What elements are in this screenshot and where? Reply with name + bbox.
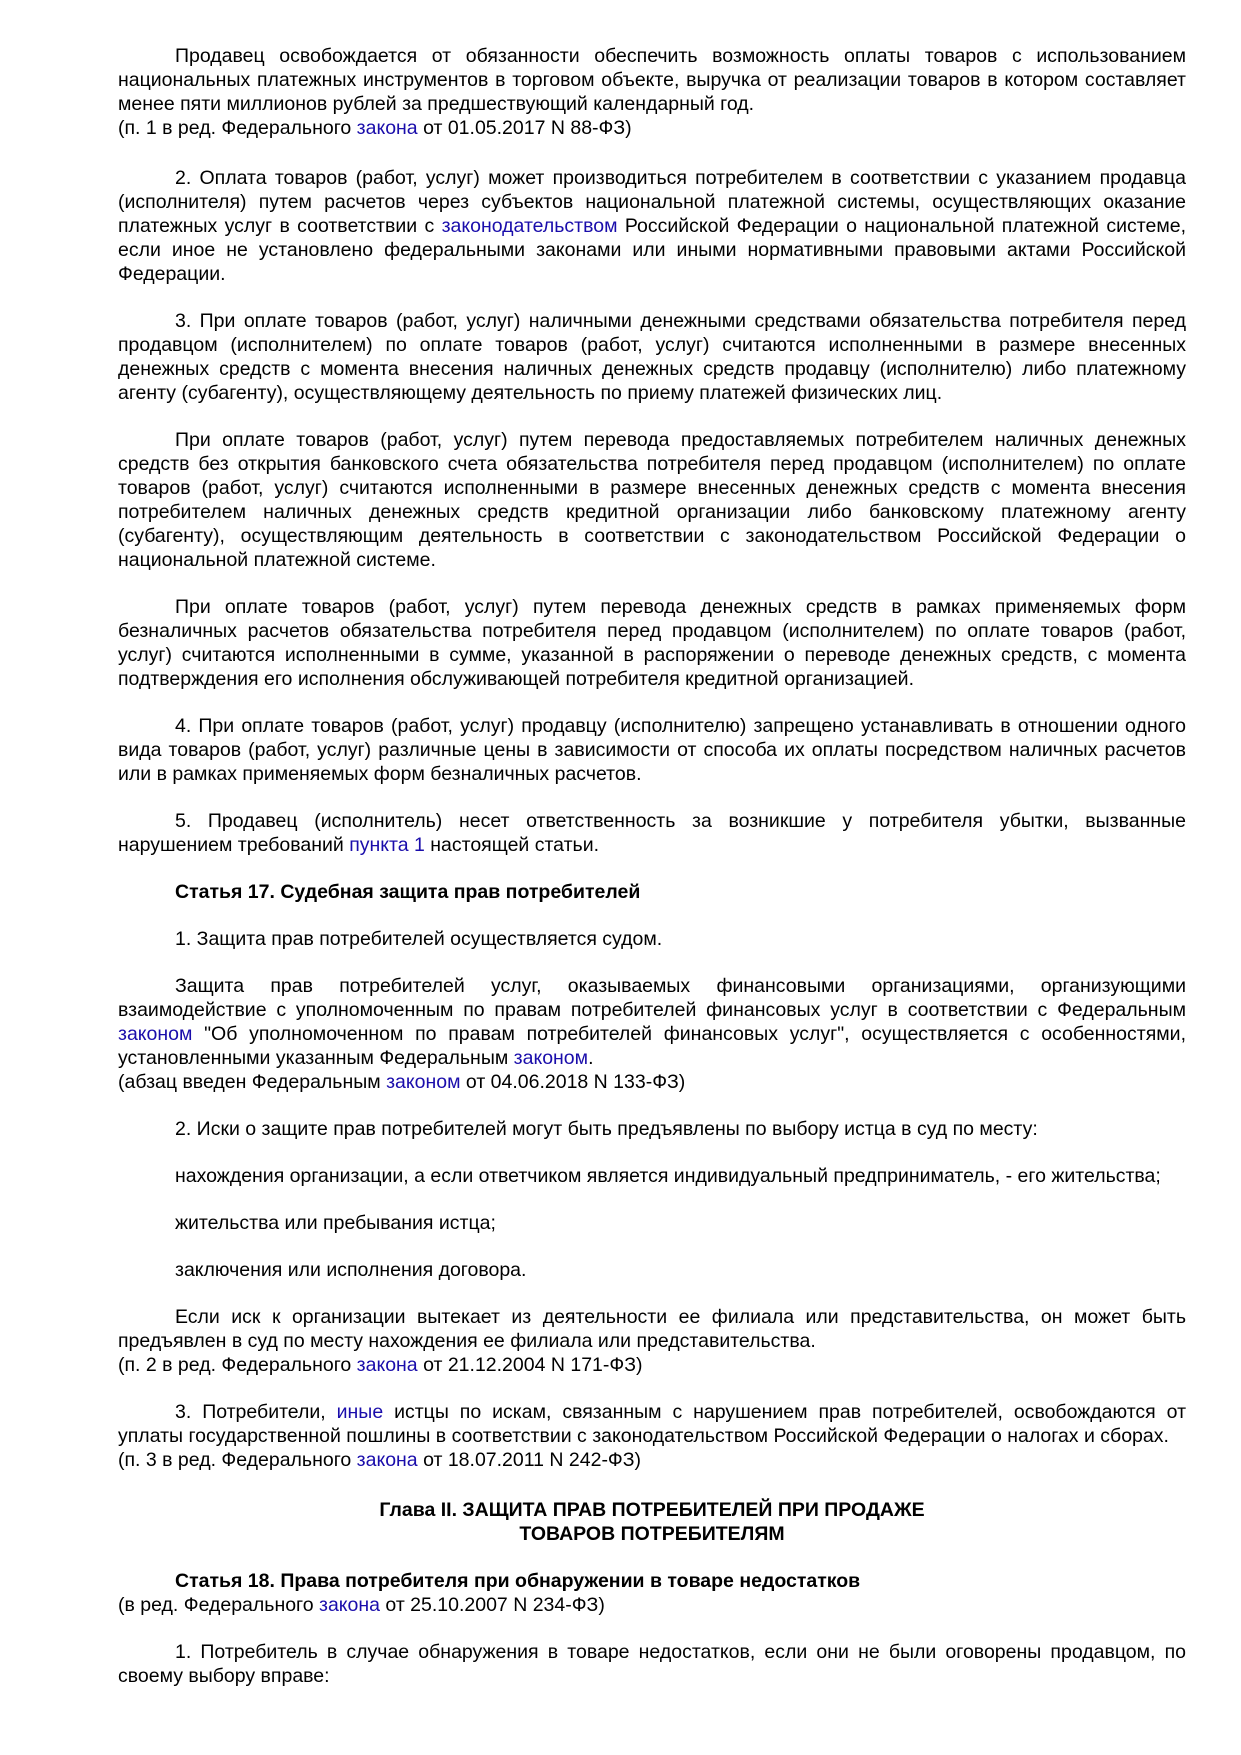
- article-17-title: Статья 17. Судебная защита прав потребителей: [175, 881, 641, 903]
- paragraph: 1. Потребитель в случае обнаружения в товаре недостатков, если они не были оговорены продавцом, по своему выбору вправе:: [118, 1641, 1186, 1687]
- paragraph: 2. Оплата товаров (работ, услуг) может производиться потребителем в соответствии с указанием продавца (исполнителя) путем расчетов через субъектов национальной платежной системы, осуществляющих оказание платежных услуг в соответствии с законодательством Российской Федерации о национальной платежной системе, если иное не установлено федеральными законами или иными нормативными правовыми актами Российской Федерации.: [118, 167, 1186, 285]
- paragraph: 4. При оплате товаров (работ, услуг) продавцу (исполнителю) запрещено устанавливать в отношении одного вида товаров (работ, услуг) различные цены в зависимости от способа их оплаты посредством наличных расчетов или в рамках применяемых форм безналичных расчетов.: [118, 715, 1186, 785]
- law-link[interactable]: закона: [356, 1354, 418, 1376]
- paragraph: 5. Продавец (исполнитель) несет ответственность за возникшие у потребителя убытки, вызванные нарушением требований пункта 1 настоящей статьи.: [118, 810, 1186, 856]
- legislation-link[interactable]: законодательством: [441, 215, 618, 237]
- chapter-title-line-2: ТОВАРОВ ПОТРЕБИТЕЛЯМ: [519, 1523, 785, 1545]
- article-18-title: Статья 18. Права потребителя при обнаружении в товаре недостатков: [175, 1570, 861, 1592]
- chapter-title: Глава II. ЗАЩИТА ПРАВ ПОТРЕБИТЕЛЕЙ ПРИ ПРОДАЖЕ: [379, 1499, 925, 1521]
- paragraph: 1. Защита прав потребителей осуществляется судом.: [175, 928, 663, 950]
- amendment-note: (п. 1 в ред. Федерального закона от 01.05.2017 N 88-ФЗ): [118, 117, 632, 139]
- paragraph: 3. При оплате товаров (работ, услуг) наличными денежными средствами обязательства потребителя перед продавцом (исполнителем) по оплате товаров (работ, услуг) считаются исполненными в размере внесенных денежных средств с момента внесения наличных денежных средств продавцу (исполнителю) либо платежному агенту (субагенту), осуществляющему деятельность по приему платежей физических лиц.: [118, 310, 1186, 404]
- paragraph: При оплате товаров (работ, услуг) путем перевода денежных средств в рамках применяемых форм безналичных расчетов обязательства потребителя перед продавцом (исполнителем) по оплате товаров (работ, услуг) считаются исполненными в сумме, указанной в распоряжении о переводе денежных средств, с момента подтверждения его исполнения обслуживающей потребителя кредитной организацией.: [118, 596, 1186, 690]
- clause-link[interactable]: пункта 1: [349, 834, 425, 856]
- paragraph: Продавец освобождается от обязанности обеспечить возможность оплаты товаров с использованием национальных платежных инструментов в торговом объекте, выручка от реализации товаров в котором составляет менее пяти миллионов рублей за предшествующий календарный год.: [118, 45, 1186, 115]
- law-link[interactable]: закона: [356, 117, 418, 139]
- amendment-note: (в ред. Федерального закона от 25.10.2007 N 234-ФЗ): [118, 1594, 605, 1616]
- other-plaintiffs-link[interactable]: иные: [336, 1401, 384, 1423]
- paragraph: жительства или пребывания истца;: [175, 1212, 496, 1234]
- amendment-note: (п. 2 в ред. Федерального закона от 21.12.2004 N 171-ФЗ): [118, 1354, 643, 1376]
- paragraph: Защита прав потребителей услуг, оказываемых финансовыми организациями, организующими взаимодействие с уполномоченным по правам потребителей финансовых услуг в соответствии с Федеральным законом "Об уполномоченном по правам потребителей финансовых услуг", осуществляется с особенностями, установленными указанным Федеральным законом.: [118, 975, 1186, 1069]
- paragraph: При оплате товаров (работ, услуг) путем перевода предоставляемых потребителем наличных денежных средств без открытия банковского счета обязательства потребителя перед продавцом (исполнителем) по оплате товаров (работ, услуг) считаются исполненными в размере внесенных денежных средств с момента внесения потребителем наличных денежных средств кредитной организации либо банковскому платежному агенту (субагенту), осуществляющим деятельность в соответствии с законодательством Российской Федерации о национальной платежной системе.: [118, 429, 1186, 571]
- paragraph: 2. Иски о защите прав потребителей могут быть предъявлены по выбору истца в суд по месту:: [175, 1118, 1038, 1140]
- paragraph: Если иск к организации вытекает из деятельности ее филиала или представительства, он может быть предъявлен в суд по месту нахождения ее филиала или представительства.: [118, 1306, 1186, 1352]
- amendment-note: (абзац введен Федеральным законом от 04.06.2018 N 133-ФЗ): [118, 1071, 686, 1093]
- law-link[interactable]: закона: [319, 1594, 380, 1616]
- law-link[interactable]: законом: [386, 1071, 461, 1093]
- document-page: [118, 44, 1186, 1688]
- paragraph: 3. Потребители, иные истцы по искам, связанным с нарушением прав потребителей, освобождаются от уплаты государственной пошлины в соответствии с законодательством Российской Федерации о налогах и сборах.: [118, 1401, 1187, 1447]
- law-link[interactable]: законом: [118, 1023, 193, 1045]
- law-link[interactable]: закона: [356, 1449, 418, 1471]
- paragraph: нахождения организации, а если ответчиком является индивидуальный предприниматель, - его жительства;: [175, 1165, 1161, 1187]
- paragraph: заключения или исполнения договора.: [175, 1259, 527, 1281]
- amendment-note: (п. 3 в ред. Федерального закона от 18.07.2011 N 242-ФЗ): [118, 1449, 642, 1471]
- law-link[interactable]: законом: [513, 1047, 589, 1069]
